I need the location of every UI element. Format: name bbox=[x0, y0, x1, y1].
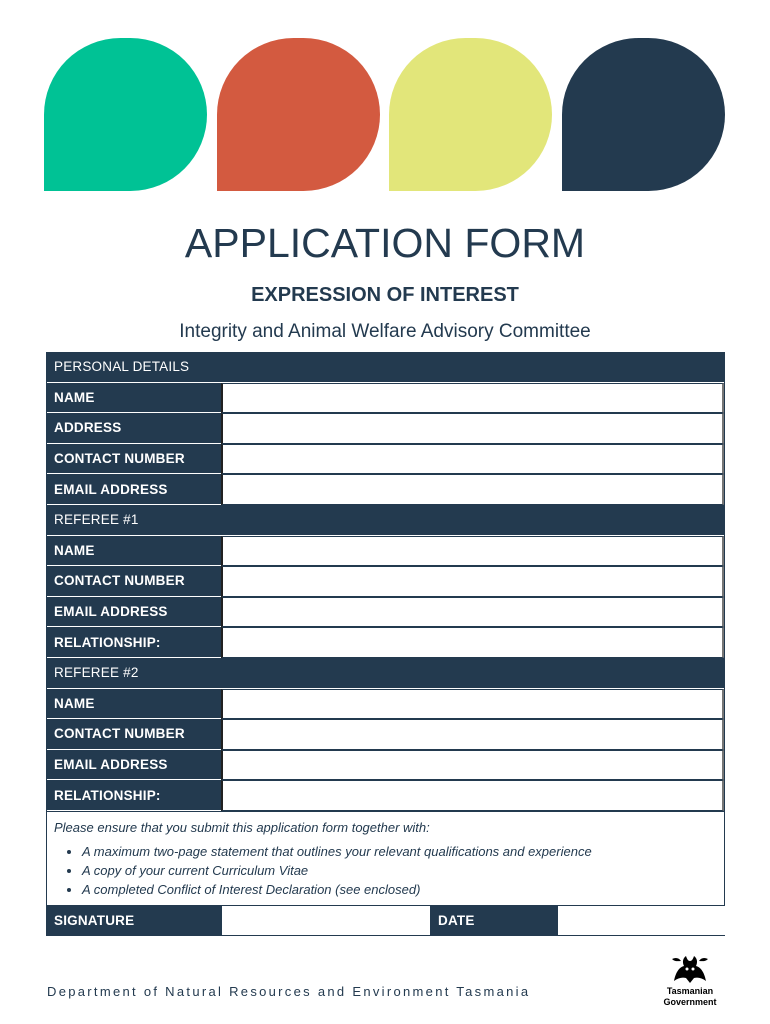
referee1-email-input[interactable] bbox=[221, 597, 724, 628]
form-row bbox=[47, 689, 724, 720]
field-label: EMAIL ADDRESS bbox=[47, 474, 221, 505]
tasmanian-government-logo bbox=[658, 951, 722, 1007]
form-row bbox=[47, 780, 724, 811]
section-label: REFEREE #2 bbox=[47, 658, 724, 688]
field-label: RELATIONSHIP: bbox=[47, 780, 221, 811]
date-label: DATE bbox=[431, 906, 558, 935]
tasmanian-devil-icon bbox=[670, 951, 710, 985]
form-row bbox=[47, 444, 724, 475]
referee1-contact-input[interactable] bbox=[221, 566, 724, 597]
form-row bbox=[47, 719, 724, 750]
personal-name-input[interactable] bbox=[221, 383, 724, 414]
section-referee-2 bbox=[47, 658, 724, 689]
logo-line-2: Government bbox=[663, 997, 717, 1007]
field-label: NAME bbox=[47, 383, 221, 414]
green-shape bbox=[44, 38, 207, 191]
referee2-email-input[interactable] bbox=[221, 750, 724, 781]
section-label: PERSONAL DETAILS bbox=[47, 352, 724, 382]
field-label: ADDRESS bbox=[47, 413, 221, 444]
referee2-name-input[interactable] bbox=[221, 689, 724, 720]
notes-list bbox=[54, 843, 717, 898]
list-item: • A copy of your current Curriculum Vitae bbox=[82, 862, 717, 879]
referee1-relationship-input[interactable] bbox=[221, 627, 724, 658]
field-label: EMAIL ADDRESS bbox=[47, 597, 221, 628]
personal-email-input[interactable] bbox=[221, 474, 724, 505]
submission-notes bbox=[47, 811, 724, 905]
signature-row bbox=[47, 905, 724, 935]
form-row bbox=[47, 413, 724, 444]
referee2-contact-input[interactable] bbox=[221, 719, 724, 750]
form-row bbox=[47, 383, 724, 414]
form-row bbox=[47, 597, 724, 628]
form-row bbox=[47, 627, 724, 658]
list-item: • A completed Conflict of Interest Declaration (see enclosed) bbox=[82, 881, 717, 898]
personal-contact-input[interactable] bbox=[221, 444, 724, 475]
section-personal-details bbox=[47, 352, 724, 383]
yellow-shape bbox=[389, 38, 552, 191]
referee1-name-input[interactable] bbox=[221, 536, 724, 567]
personal-address-input[interactable] bbox=[221, 413, 724, 444]
notes-intro: Please ensure that you submit this application form together with: bbox=[54, 819, 430, 835]
date-input[interactable] bbox=[558, 906, 746, 935]
field-label: NAME bbox=[47, 536, 221, 567]
list-item: • A maximum two-page statement that outlines your relevant qualifications and experience bbox=[82, 843, 717, 860]
decorative-shapes bbox=[0, 0, 770, 200]
department-name: Department of Natural Resources and Environment Tasmania bbox=[47, 984, 531, 999]
page-title: APPLICATION FORM bbox=[184, 220, 586, 266]
field-label: CONTACT NUMBER bbox=[47, 444, 221, 475]
section-label: REFEREE #1 bbox=[47, 505, 724, 535]
red-shape bbox=[217, 38, 380, 191]
section-referee-1 bbox=[47, 505, 724, 536]
logo-line-1: Tasmanian bbox=[666, 986, 714, 996]
application-form bbox=[46, 352, 725, 936]
field-label: CONTACT NUMBER bbox=[47, 719, 221, 750]
field-label: EMAIL ADDRESS bbox=[47, 750, 221, 781]
field-label: CONTACT NUMBER bbox=[47, 566, 221, 597]
form-row bbox=[47, 566, 724, 597]
committee-name: Integrity and Animal Welfare Advisory Committee bbox=[179, 321, 591, 342]
signature-label: SIGNATURE bbox=[47, 906, 221, 935]
form-row bbox=[47, 536, 724, 567]
signature-input[interactable] bbox=[221, 906, 431, 935]
form-row bbox=[47, 750, 724, 781]
referee2-relationship-input[interactable] bbox=[221, 780, 724, 811]
page-subtitle: EXPRESSION OF INTEREST bbox=[251, 284, 519, 306]
form-row bbox=[47, 474, 724, 505]
field-label: RELATIONSHIP: bbox=[47, 627, 221, 658]
navy-shape bbox=[562, 38, 725, 191]
field-label: NAME bbox=[47, 689, 221, 720]
